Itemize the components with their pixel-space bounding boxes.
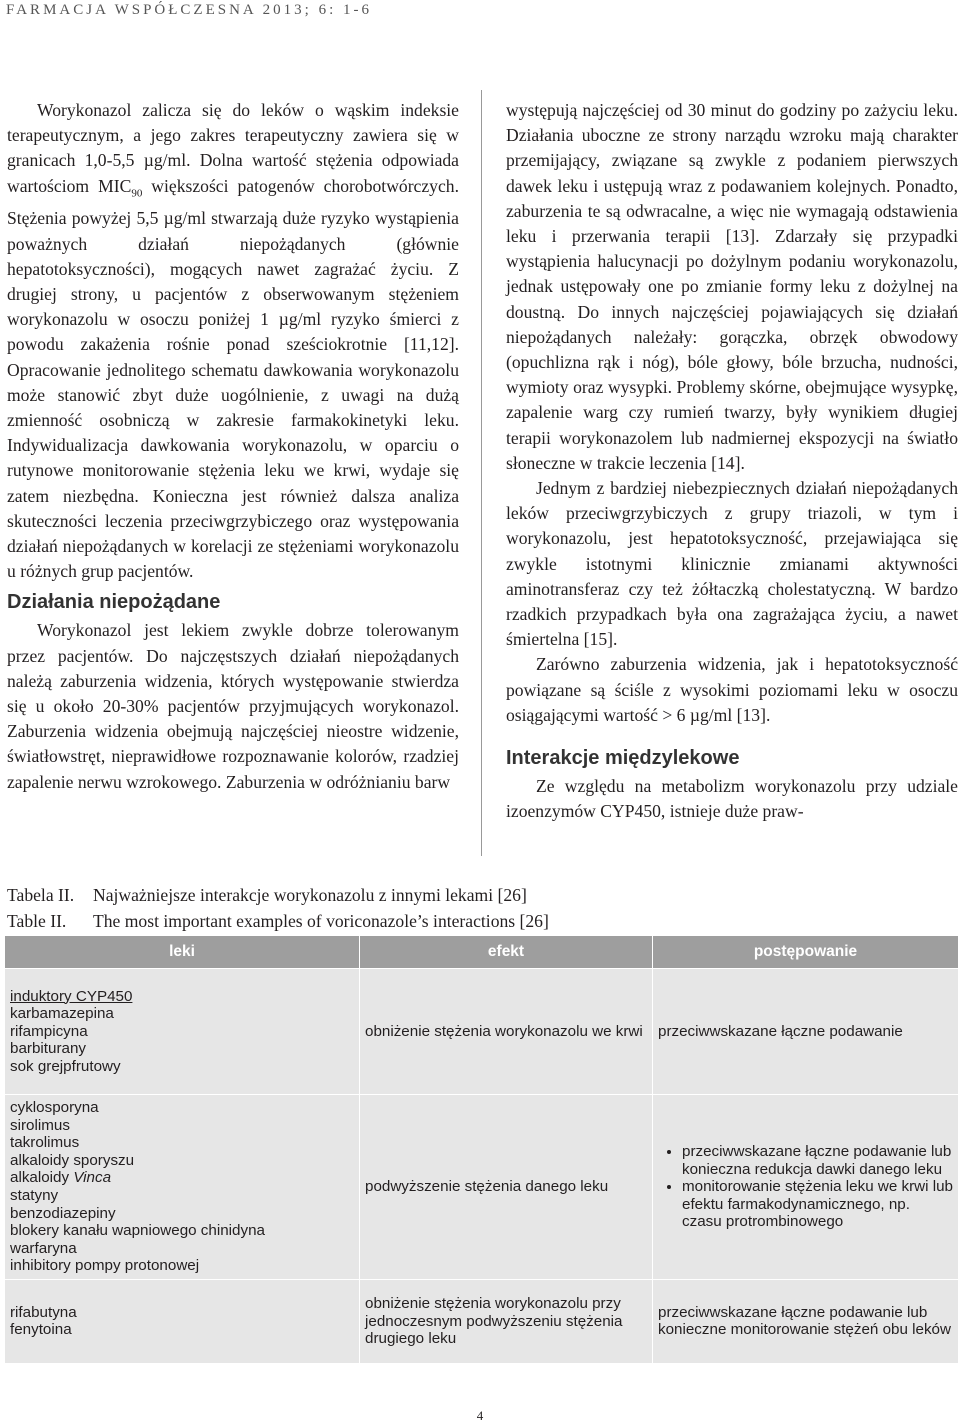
drug-item: sirolimus: [10, 1116, 70, 1134]
drug-item: takrolimus: [10, 1134, 80, 1152]
drug-item: inhibitory pompy protonowej: [10, 1257, 200, 1275]
action-cell: przeciwwskazane łączne podawanie lub konieczne monitorowanie stężeń obu leków: [653, 1279, 959, 1363]
running-head: FARMACJA WSPÓŁCZESNA 2013; 6: 1-6: [6, 2, 372, 18]
table-row: [5, 1095, 959, 1280]
header-action: postępowanie: [653, 936, 959, 969]
drugs-cell: [5, 1095, 360, 1280]
effect-cell: obniżenie stężenia worykonazolu we krwi: [360, 969, 653, 1095]
drugs-cell: [5, 1279, 360, 1363]
header-drugs: leki: [5, 936, 360, 969]
table-caption-en-text: The most important examples of voriconazole’s interactions [26]: [93, 911, 549, 931]
drug-item: blokery kanału wapniowego chinidyna: [10, 1222, 265, 1240]
drug-item: alkaloidy sporyszu: [10, 1151, 135, 1169]
page-number: 4: [476, 1408, 484, 1423]
drugs-cell: [5, 969, 360, 1095]
drug-item: warfaryna: [10, 1239, 77, 1257]
drug-item: rifabutyna: [10, 1303, 77, 1321]
table-caption-pl: [7, 884, 527, 906]
mic-subscript: 90: [131, 187, 143, 200]
action-bullet: • monitorowanie stężenia leku we krwi lub efektu farmakodynamicznego, np. czasu protrombinowego: [682, 1178, 953, 1231]
interactions-table: [4, 935, 959, 1364]
right-column: [506, 98, 958, 824]
drug-item: sok grejpfrutowy: [10, 1057, 121, 1075]
right-paragraph-1: występują najczęściej od 30 minut do godziny po zażyciu leku. Działania uboczne ze strony narządu wzroku mają charakter przemijający, związane są zwykle z podaniem pierwszych dawek leku i ustępują wraz z podawaniem kolejnych. Ponadto, zaburzenia te są odwracalne, a więc nie wymagają odstawienia leku i przerwania terapii [13]. Zdarzały się przypadki wystąpienia halucynacji po dożylnym podaniu worykonazolu, jednak ustępowały one po zmianie formy leku z dożylnej na doustną. Do innych najczęściej pojawiających się działań niepożądanych należały: gorączka, obrzęk obwodowy (opuchlizna rąk i nóg), bóle głowy, bóle brzucha, nudności, wymioty oraz wysypki. Problemy skórne, obejmujące wysypkę, zapalenie warg czy rumień twarzy, były wynikiem długiej terapii worykonazolem lub nadmiernej ekspozycji na światło słoneczne w trakcie leczenia [14].: [506, 100, 958, 473]
left-paragraph-2: Worykonazol jest lekiem zwykle dobrze tolerowanym przez pacjentów. Do najczęstszych działań niepożądanych należą zaburzenia widzenia, których występowanie stwierdza się u około 20-30% pacjentów przyjmujących worykonazol. Zaburzenia widzenia obejmują najczęściej nieostre widzenie, światłowstręt, nieprawidłowe rozpoznawanie kolorów, rzadziej zapalenie nerwu wzrokowego. Zaburzenia w odróżnianiu barw: [7, 620, 459, 792]
effect-cell: obniżenie stężenia worykonazolu przy jednoczesnym podwyższeniu stężenia drugiego leku: [360, 1279, 653, 1363]
drug-item: statyny: [10, 1186, 59, 1204]
heading-adverse-effects: Działania niepożądane: [7, 591, 221, 614]
effect-cell: podwyższenie stężenia danego leku: [360, 1095, 653, 1280]
table-row: [5, 1279, 959, 1363]
heading-drug-interactions: Interakcje międzylekowe: [506, 747, 740, 770]
drug-item: [10, 1169, 354, 1187]
drug-item: barbiturany: [10, 1040, 86, 1058]
drug-item: karbamazepina: [10, 1005, 114, 1023]
column-divider: [481, 90, 482, 856]
left-paragraph-1-part-b: większości patogenów chorobotwórczych. Stężenia powyżej 5,5 µg/ml stwarzają duże ryzyko wystąpienia poważnych działań niepożądanych (głównie hepatotoksyczności), mogących nawet zagrażać życiu. Z drugiej strony, u pacjentów z obserwowanym stężeniem worykonazolu w osoczu poniżej 1 µg/ml ryzyko śmierci z powodu zakażenia rośnie ponad sześciokrotnie [11,12]. Opracowanie jednolitego schematu dawkowania worykonazolu może stanowić zbyt duże uogólnienie, z uwagi na dużą zmienność osobniczą w zakresie farmakokinetyki leku. Indywidualizacja dawkowania worykonazolu, w oparciu o rutynowe monitorowanie stężenia leku we krwi, wydaje się zatem niezbędna. Konieczna jest również dalsza analiza skuteczności leczenia przeciwgrzybiczego oraz występowania działań niepożądanych w korelacji ze stężeniami worykonazolu u różnych grup pacjentów.: [7, 175, 459, 582]
table-caption-en-label: Table II.: [7, 911, 67, 931]
action-cell: przeciwwskazane łączne podawanie: [653, 969, 959, 1095]
table-caption-pl-text: Najważniejsze interakcje worykonazolu z innymi lekami [26]: [93, 885, 527, 905]
right-paragraph-3: Zarówno zaburzenia widzenia, jak i hepatotoksyczność powiązane są ściśle z wysokimi poziomami leku w osoczu osiągającymi wartość > 6 µg/ml [13].: [506, 654, 958, 725]
table-header-row: [5, 936, 959, 969]
action-cell: [653, 1095, 959, 1280]
drug-item: benzodiazepiny: [10, 1204, 116, 1222]
drug-item: fenytoina: [10, 1321, 72, 1339]
drug-item: cyklosporyna: [10, 1099, 99, 1116]
table-row: [5, 969, 959, 1095]
right-paragraph-2: Jednym z bardziej niebezpiecznych działań niepożądanych leków przeciwgrzybiczych z grupy triazoli, w tym i worykonazolu, jest hepatotoksyczność, przejawiająca się zwykle istotnymi klinicznie zmianami aktywności aminotransferaz czy też żółtaczką cholestatyczną. W bardzo rzadkich przypadkach była ona zagrażająca życiu, a nawet śmiertelna [15].: [506, 478, 958, 650]
drug-item-text: alkaloidy: [10, 1169, 74, 1187]
table-caption-en: [7, 910, 549, 932]
drug-item: induktory CYP450: [10, 987, 133, 1005]
drug-item-italic: Vinca: [73, 1169, 112, 1187]
action-bullet: • przeciwwskazane łączne podawanie lub konieczna redukcja dawki danego leku: [682, 1143, 953, 1178]
table-caption-pl-label: Tabela II.: [7, 885, 75, 905]
right-paragraph-4: Ze względu na metabolizm worykonazolu przy udziale izoenzymów CYP450, istnieje duże praw-: [506, 776, 958, 822]
left-paragraph-1: [7, 98, 459, 584]
drug-item: rifampicyna: [10, 1022, 88, 1040]
header-effect: efekt: [360, 936, 653, 969]
left-paragraph-1-part-a: Worykonazol zalicza się do leków o wąskim indeksie terapeutycznym, a jego zakres terapeutyczny zawiera się w granicach 1,0-5,5 µg/ml. Dolna wartość stężenia odpowiada wartościom MIC: [7, 100, 459, 196]
left-column: [7, 98, 459, 795]
